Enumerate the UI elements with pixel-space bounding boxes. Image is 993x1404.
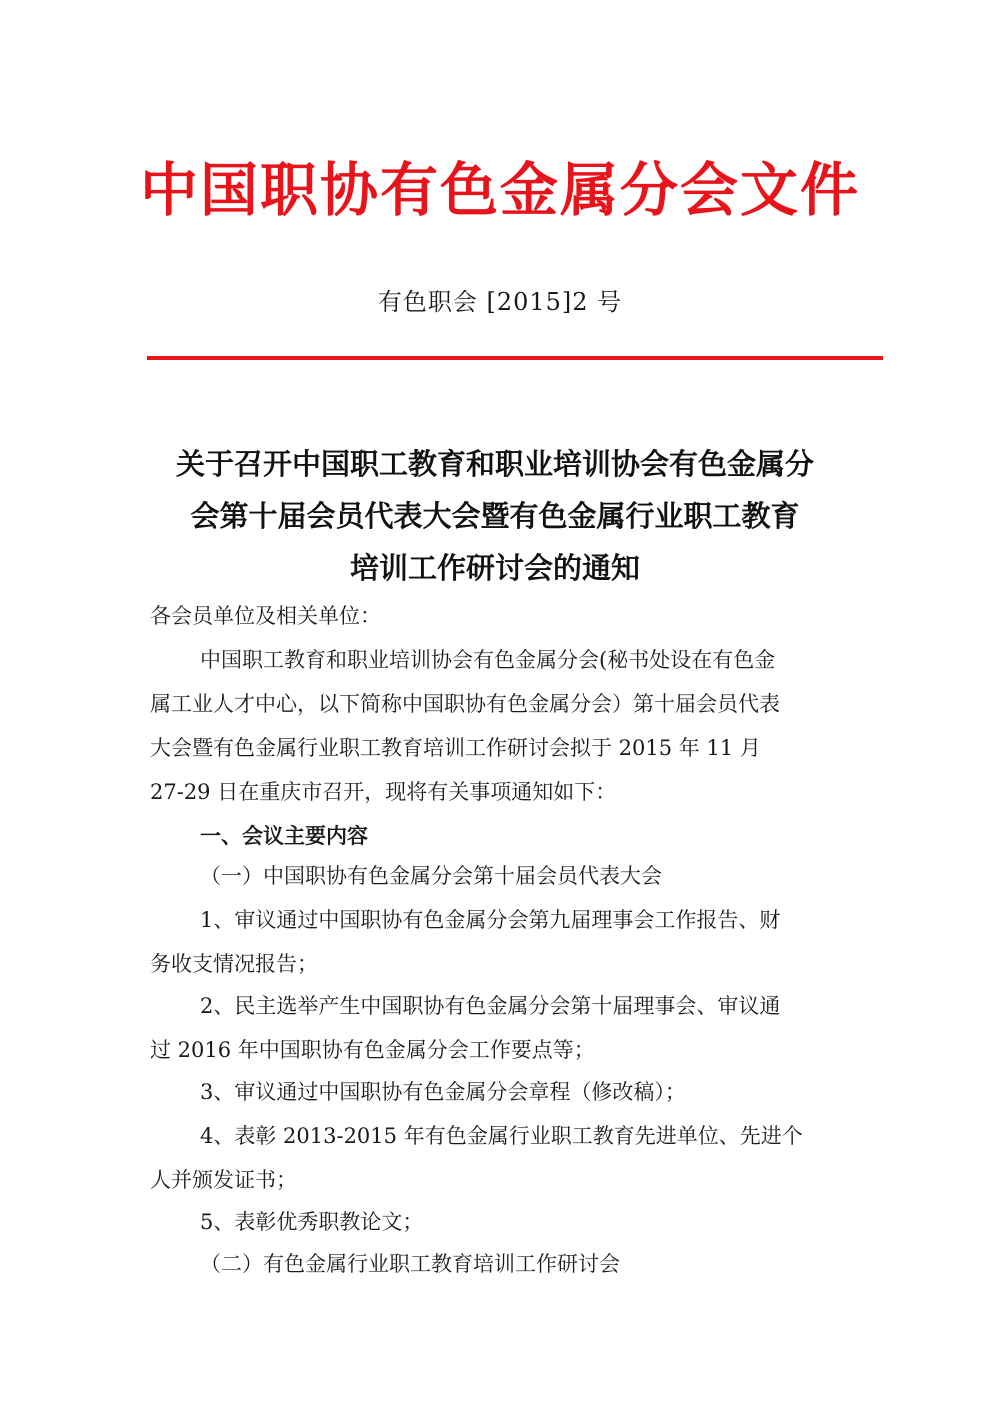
document-header-title: 中国职协有色金属分会文件 (139, 156, 860, 224)
subsection-1-heading: （一）中国职协有色金属分会第十届会员代表大会 (200, 864, 662, 888)
item-4-line-2: 人并颁发证书； (150, 1168, 297, 1192)
notice-title-line-1: 关于召开中国职工教育和职业培训协会有色金属分 (175, 447, 814, 481)
salutation: 各会员单位及相关单位： (150, 604, 381, 628)
red-divider-line (147, 356, 883, 360)
intro-line-3: 大会暨有色金属行业职工教育培训工作研讨会拟于 2015 年 11 月 (150, 736, 761, 760)
notice-title-line-2: 会第十届会员代表大会暨有色金属行业职工教育 (190, 499, 800, 533)
intro-line-4: 27-29 日在重庆市召开，现将有关事项通知如下： (150, 780, 617, 804)
item-3: 3、审议通过中国职协有色金属分会章程（修改稿）； (200, 1080, 686, 1104)
notice-title-line-3: 培训工作研讨会的通知 (349, 551, 640, 585)
notice-title (140, 438, 850, 594)
section-1-heading: 一、会议主要内容 (200, 823, 368, 848)
document-number: 有色职会 [2015]2 号 (377, 288, 623, 316)
item-2-line-1: 2、民主选举产生中国职协有色金属分会第十届理事会、审议通 (200, 994, 781, 1018)
intro-line-2: 属工业人才中心，以下简称中国职协有色金属分会）第十届会员代表 (150, 692, 780, 716)
subsection-2-heading: （二）有色金属行业职工教育培训工作研讨会 (200, 1252, 620, 1276)
intro-line-1: 中国职工教育和职业培训协会有色金属分会(秘书处设在有色金 (200, 648, 776, 672)
item-4-line-1: 4、表彰 2013-2015 年有色金属行业职工教育先进单位、先进个 (200, 1124, 803, 1148)
item-5: 5、表彰优秀职教论文； (200, 1210, 424, 1234)
item-1-line-2: 务收支情况报告； (150, 952, 318, 976)
item-1-line-1: 1、审议通过中国职协有色金属分会第九届理事会工作报告、财 (200, 908, 781, 932)
item-2-line-2: 过 2016 年中国职协有色金属分会工作要点等； (150, 1038, 595, 1062)
